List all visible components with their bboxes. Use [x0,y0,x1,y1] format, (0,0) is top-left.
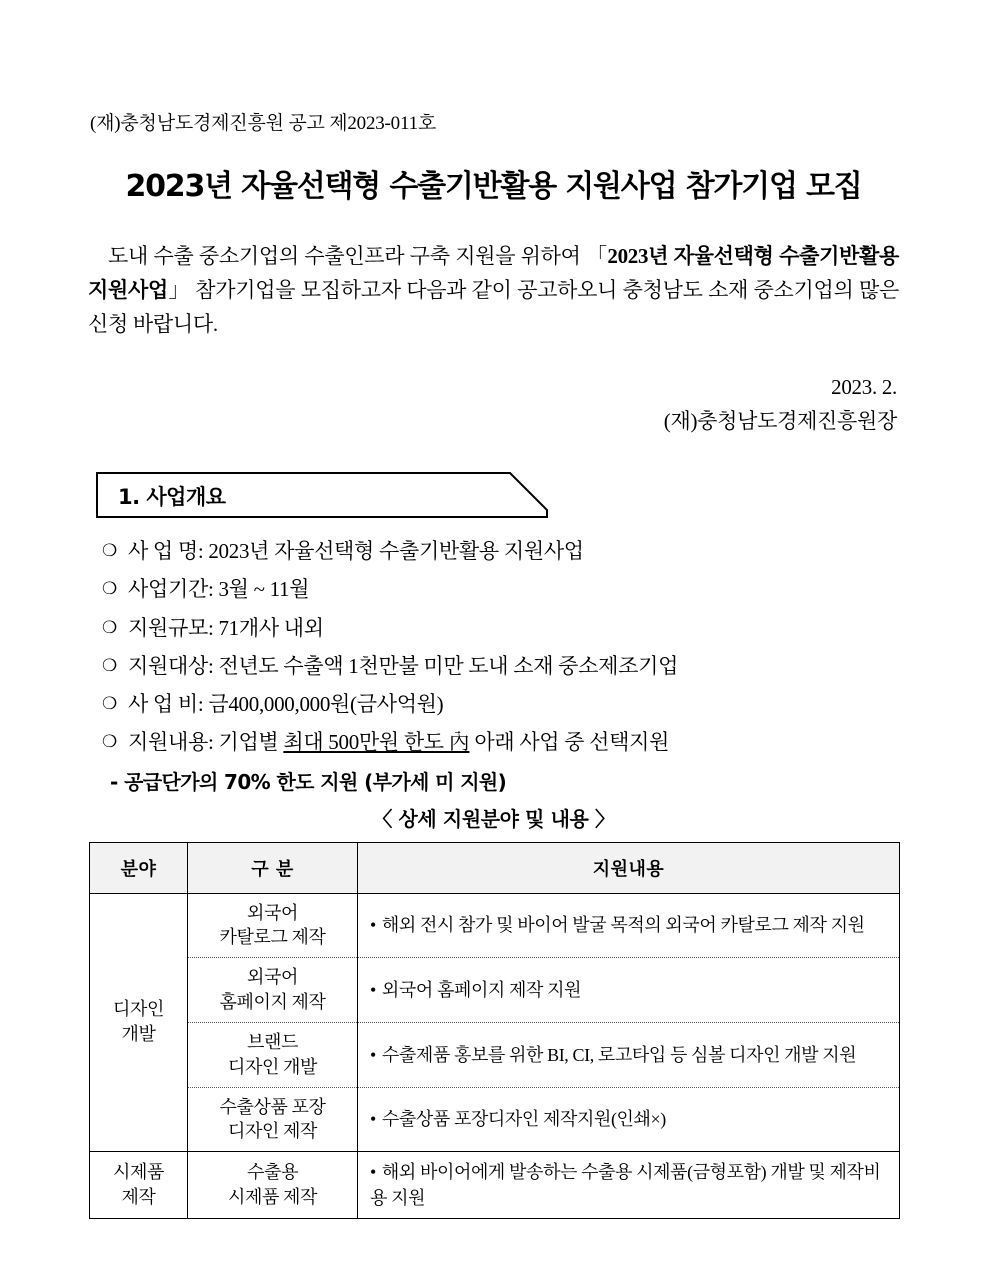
cell-kind: 외국어 홈페이지 제작 [188,958,358,1023]
circle-bullet-icon: ❍ [102,541,117,561]
table-row [90,1087,900,1152]
bullet-dot-icon: • [370,1044,376,1065]
table-row [90,1022,900,1087]
cell-content-text: 외국어 홈페이지 제작 지원 [381,979,582,1000]
list-item: ❍ 지원대상: 전년도 수출액 1천만불 미만 도내 소재 중소제조기업 [102,647,899,685]
circle-bullet-icon: ❍ [102,655,117,675]
table-row [90,958,900,1023]
intro-paragraph [88,239,899,341]
intro-part1: 도내 수출 중소기업의 수출인프라 구축 지원을 위하여 「 [108,244,608,268]
item-label: 지원대상 [128,653,208,678]
cell-content-text: 수출상품 포장디자인 제작지원(인쇄×) [381,1109,666,1130]
table-row [90,1152,900,1219]
list-item: ❍ 사 업 비: 금400,000,000원(금사억원) [102,685,899,723]
column-header-content: 지원내용 [358,842,900,893]
list-item: ❍ 지원규모: 71개사 내외 [102,609,899,647]
notice-number: (재)충청남도경제진흥원 공고 제2023-011호 [90,113,437,134]
circle-bullet-icon: ❍ [102,732,117,752]
bullet-dot-icon: • [370,979,376,1000]
item-label: 사업기간 [128,577,208,602]
intro-bold: 2023년 자율선택형 수출기반활용 지원사업 [88,244,900,303]
circle-bullet-icon: ❍ [102,617,117,637]
cell-content [358,893,900,958]
cell-area: 디자인 개발 [90,893,188,1152]
column-header-area: 분야 [90,842,188,893]
bullet-dot-icon: • [370,915,376,936]
table-body [90,893,900,1219]
list-item: ❍ 사 업 명: 2023년 자율선택형 수출기반활용 지원사업 [102,532,899,570]
page-title: 2023년 자율선택형 수출기반활용 지원사업 참가기업 모집 [125,169,862,204]
bullet-dot-icon: • [370,1162,376,1183]
item-value: 3월 ~ 11월 [218,577,310,602]
section-heading-1-label: 1. 사업개요 [118,485,226,510]
item-value-underlined: 최대 500만원 한도 內 [283,730,470,755]
sign-issuer: (재)충청남도경제진흥원장 [663,408,897,433]
item-value: 71개사 내외 [218,615,324,640]
item-value: 전년도 수출액 1천만불 미만 도내 소재 중소제조기업 [218,653,679,678]
cell-content [358,1152,900,1219]
bullet-dot-icon: • [370,1109,376,1130]
item-value: 금400,000,000원(금사억원) [208,692,444,717]
item-label: 지원규모 [128,615,208,640]
cell-kind: 외국어 카탈로그 제작 [188,893,358,958]
section-heading-1 [96,472,548,518]
table-header [90,842,900,893]
item-value-post: 아래 사업 중 선택지원 [469,730,670,755]
intro-part2: 」 참가기업을 모집하고자 다음과 같이 공고하오니 충청남도 소재 중소기업의 많은 신청 바랍니다. [88,278,899,337]
cell-kind: 수출용 시제품 제작 [188,1152,358,1219]
cell-kind: 브랜드 디자인 개발 [188,1022,358,1087]
cell-content [358,1087,900,1152]
cell-content [358,958,900,1023]
cell-content-text: 해외 전시 참가 및 바이어 발굴 목적의 외국어 카탈로그 제작 지원 [381,915,865,936]
circle-bullet-icon: ❍ [102,579,117,599]
cell-area: 시제품 제작 [90,1152,188,1219]
item-value-pre: 기업별 [218,730,284,755]
item-label: 사 업 명 [128,539,198,564]
cell-kind: 수출상품 포장 디자인 제작 [188,1087,358,1152]
list-item: ❍ 지원내용: 기업별 최대 500만원 한도 內 아래 사업 중 선택지원 [102,723,899,761]
support-details-table [89,842,900,1220]
sign-date: 2023. 2. [831,375,897,400]
cell-content-text: 해외 바이어에게 발송하는 수출용 시제품(금형포함) 개발 및 제작비용 지원 [370,1162,881,1209]
table-header-row [90,842,900,893]
list-item: ❍ 사업기간: 3월 ~ 11월 [102,570,899,608]
item-label: 지원내용 [128,730,208,755]
circle-bullet-icon: ❍ [102,694,117,714]
column-header-kind: 구 분 [188,842,358,893]
support-rate-note: - 공급단가의 70% 한도 지원 (부가세 미 지원) [110,769,507,794]
item-value: 2023년 자율선택형 수출기반활용 지원사업 [208,539,584,564]
cell-content-text: 수출제품 홍보를 위한 BI, CI, 로고타입 등 심볼 디자인 개발 지원 [381,1044,857,1065]
overview-list [88,532,899,761]
signature-block [88,371,897,438]
cell-content [358,1022,900,1087]
table-row [90,893,900,958]
table-caption: 〈 상세 지원분야 및 내용 〉 [372,806,615,831]
item-label: 사 업 비 [128,692,198,717]
